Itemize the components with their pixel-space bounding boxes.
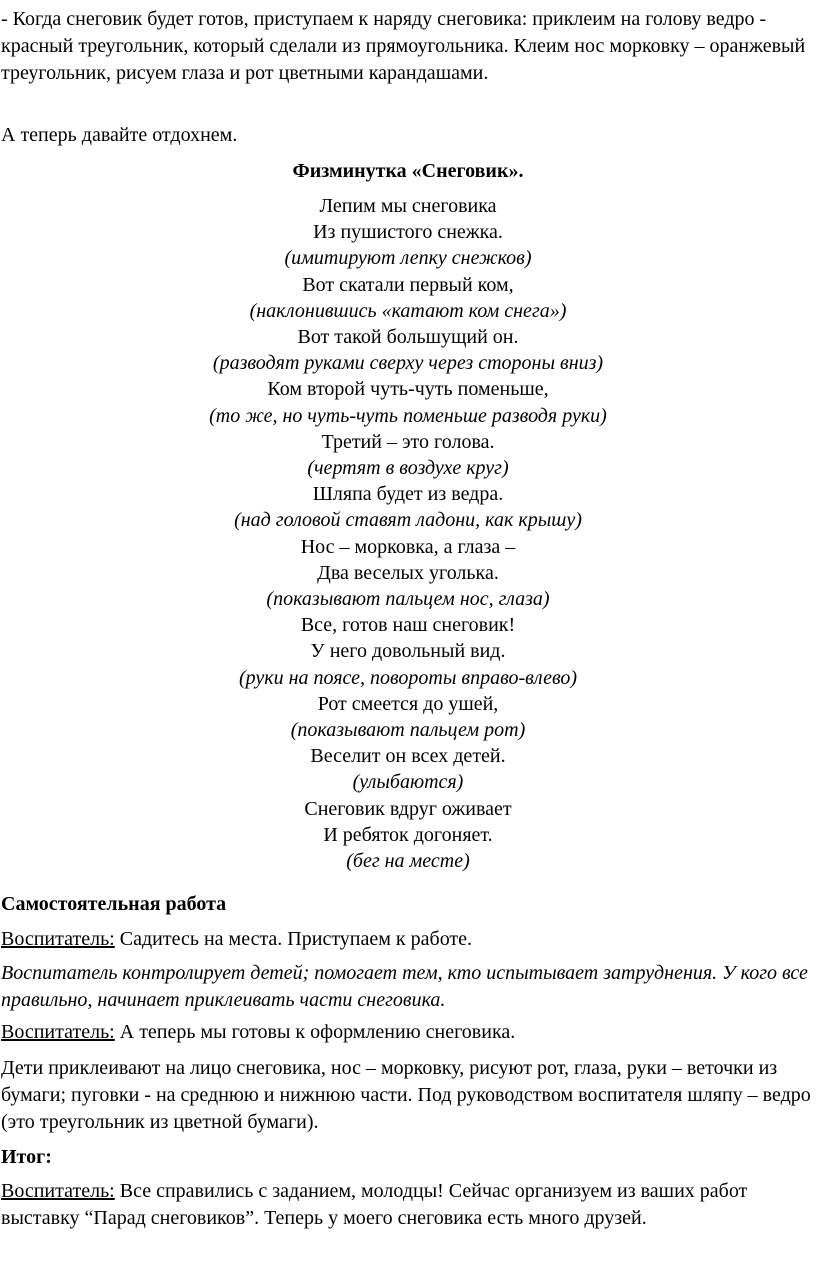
poem-line: Ком второй чуть-чуть поменьше,: [267, 378, 549, 401]
poem-stage-direction: (показывают пальцем рот): [290, 719, 526, 742]
teacher-line-2: [1, 1019, 813, 1046]
poem-stage-direction: (показывают пальцем нос, глаза): [266, 588, 550, 611]
poem-stage-direction: (бег на месте): [346, 850, 470, 873]
poem-line: Веселит он всех детей.: [310, 745, 506, 768]
poem-stage-direction: (наклонившись «катают ком снега»): [249, 299, 567, 322]
independent-work-heading: Самостоятельная работа: [1, 893, 227, 915]
rest-paragraph: А теперь давайте отдохнем.: [1, 124, 238, 146]
poem-stage-direction: (то же, но чуть-чуть поменьше разводя руки): [209, 404, 607, 427]
poem-line: Третий – это голова.: [321, 430, 495, 453]
poem-stage-direction: (над головой ставят ладони, как крышу): [234, 509, 582, 532]
teacher-speech: А теперь мы готовы к оформлению снеговика.: [114, 1021, 516, 1043]
poem-title-text: Физминутка «Снеговик».: [292, 160, 524, 182]
poem-line: У него довольный вид.: [310, 640, 506, 663]
poem-line: Снеговик вдруг оживает: [304, 797, 512, 820]
speaker-label: Воспитатель:: [1, 1180, 115, 1202]
poem-line: Нос – морковка, а глаза –: [300, 535, 516, 558]
poem-stage-direction: (руки на поясе, повороты вправо-влево): [238, 666, 578, 689]
poem-title: [0, 158, 816, 184]
poem-line: Лепим мы снеговика: [319, 195, 497, 217]
poem-line: Шляпа будет из ведра.: [312, 483, 504, 506]
speaker-label: Воспитатель:: [1, 928, 115, 950]
poem-line: Рот смеется до ушей,: [317, 692, 499, 715]
summary-speech: Все справились с заданием, молодцы! Сейчас организуем из ваших работ выставку “Парад снеговиков”. Теперь у моего снеговика есть много друзей.: [1, 1180, 748, 1229]
teacher-speech: Садитесь на места. Приступаем к работе.: [114, 928, 473, 950]
summary-paragraph: [1, 1178, 813, 1232]
poem-stage-direction: (улыбаются): [352, 771, 464, 794]
poem-body: [0, 193, 816, 874]
speaker-label: Воспитатель:: [1, 1021, 115, 1043]
intro-paragraph: - Когда снеговик будет готов, приступаем к наряду снеговика: приклеим на голову ведро - красный треугольник, который сделали из прямоугольника. Клеим нос морковку – оранжевый треугольник, рисуем глаза и рот цветными карандашами.: [1, 8, 806, 84]
poem-line: Два веселых уголька.: [317, 561, 499, 584]
poem-line: И ребяток догоняет.: [323, 823, 493, 846]
summary-heading: Итог:: [1, 1146, 52, 1168]
teacher-note: Воспитатель контролирует детей; помогает тем, кто испытывает затруднения. У кого все правильно, начинает приклеивать части снеговика.: [1, 962, 808, 1011]
poem-stage-direction: (разводят руками сверху через стороны вниз): [212, 352, 604, 375]
poem-line: Вот скатали первый ком,: [302, 273, 514, 296]
poem-line: Из пушистого снежка.: [313, 221, 503, 244]
poem-stage-direction: (чертят в воздухе круг): [307, 457, 509, 480]
poem-stage-direction: (имитируют лепку снежков): [284, 247, 532, 270]
children-paragraph: Дети приклеивают на лицо снеговика, нос – морковку, рисуют рот, глаза, руки – веточки из бумаги; пуговки - на среднюю и нижнюю части. Под руководством воспитателя шляпу – ведро (это треугольник из цветной бумаги).: [1, 1057, 811, 1133]
poem-line: Вот такой большущий он.: [297, 326, 519, 349]
poem-line: Все, готов наш снеговик!: [300, 614, 516, 637]
teacher-line-1: [1, 926, 813, 953]
